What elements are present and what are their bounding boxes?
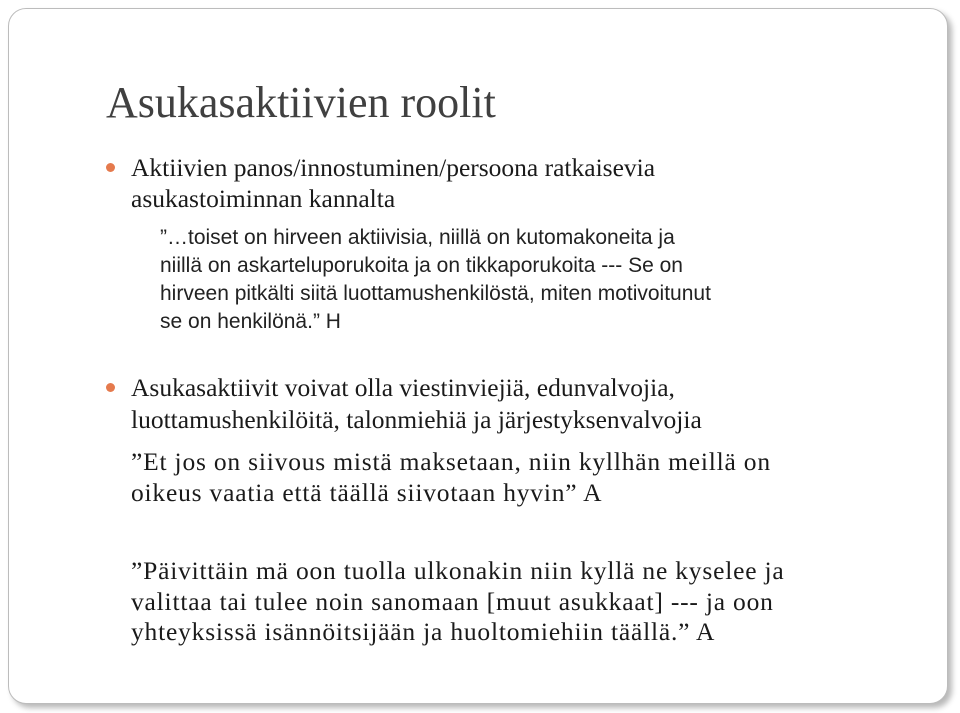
quote-1-line-3: hirveen pitkälti siitä luottamushenkilöstä, miten motivoitunut	[160, 282, 711, 305]
quote-1-line-1: ”…toiset on hirveen aktiivisia, niillä on kutomakoneita ja	[160, 226, 675, 249]
bullet-2-line-2: luottamushenkilöitä, talonmiehiä ja järjestyksenvalvojia	[131, 405, 702, 434]
quote-3-line-3: yhteyksissä isännöitsijään ja huoltomiehiin täällä.” A	[131, 617, 716, 646]
bullet-2-line-1: Asukasaktiivit voivat olla viestinviejiä, edunvalvojia,	[131, 373, 675, 402]
quote-3-line-1: ”Päivittäin mä oon tuolla ulkonakin niin kyllä ne kyselee ja	[131, 556, 785, 585]
quote-2-line-2: oikeus vaatia että täällä siivotaan hyvin” A	[131, 478, 603, 507]
bullet-1-line-2: asukastoiminnan kannalta	[131, 184, 396, 213]
bullet-1-line-1: Aktiivien panos/innostuminen/persoona ratkaisevia	[131, 153, 656, 182]
quote-2-line-1: ”Et jos on siivous mistä maksetaan, niin kyllhän meillä on	[131, 447, 771, 476]
slide-title: Asukasaktiivien roolit	[106, 78, 496, 127]
quote-1-line-4: se on henkilönä.” H	[160, 310, 341, 333]
quote-1-line-2: niillä on askarteluporukoita ja on tikkaporukoita --- Se on	[160, 254, 683, 277]
quote-3-line-2: valittaa tai tulee noin sanomaan [muut asukkaat] --- ja oon	[131, 587, 774, 616]
bullet-marker-2	[106, 383, 115, 392]
bullet-marker-1	[106, 163, 115, 172]
